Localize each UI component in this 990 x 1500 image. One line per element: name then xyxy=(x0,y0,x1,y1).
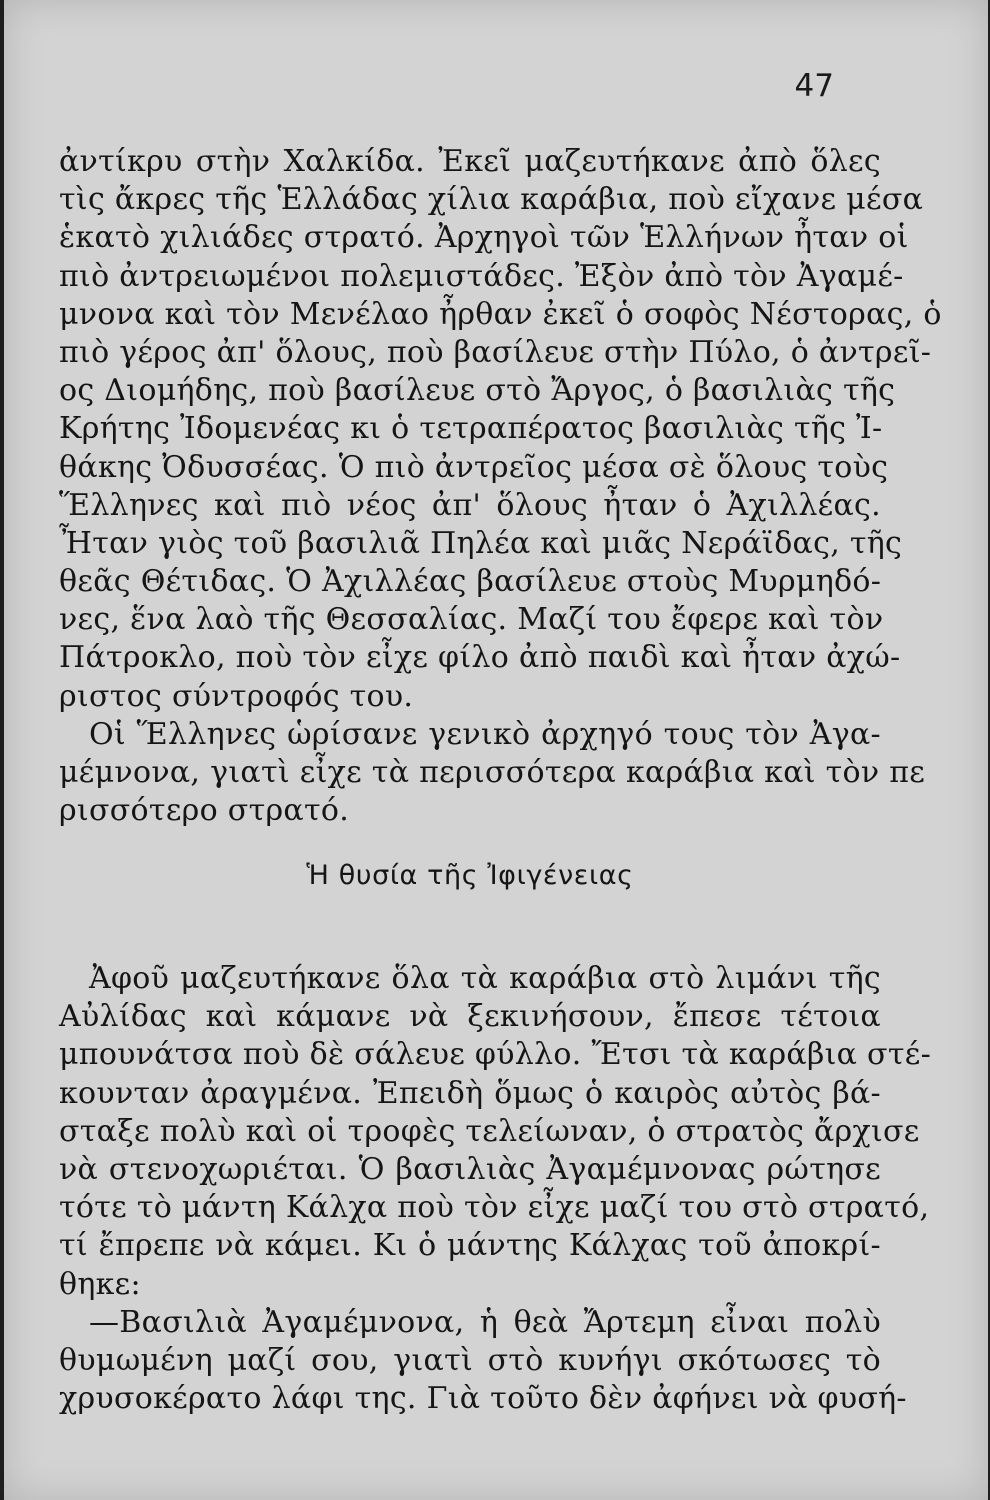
text-line: Πάτροκλο, ποὺ τὸν εἶχε φίλο ἀπὸ παιδὶ καὶ ἦταν ἀχώ- xyxy=(59,640,901,676)
text-line: σταξε πολὺ καὶ οἱ τροφὲς τελείωναν, ὁ στρατὸς ἄρχισε xyxy=(59,1113,920,1149)
text-line: Ἕλληνες καὶ πιὸ νέος ἀπ' ὅλους ἦταν ὁ Ἀχιλλέας. xyxy=(59,487,881,523)
text-line: Αὐλίδας καὶ κάμανε νὰ ξεκινήσουν, ἔπεσε τέτοια xyxy=(59,999,881,1035)
text-line: Κρήτης Ἰδομενέας κι ὁ τετραπέρατος βασιλιὰς τῆς Ἰ- xyxy=(59,411,883,447)
text-line: θεᾶς Θέτιδας. Ὁ Ἀχιλλέας βασίλευε στοὺς Μυρμηδό- xyxy=(59,564,882,600)
text-block-after-heading xyxy=(59,960,932,1418)
section-heading: Ἡ θυσία τῆς Ἰφιγένειας xyxy=(306,860,634,891)
text-line: θυμωμένη μαζί σου, γιατὶ στὸ κυνήγι σκότωσες τὸ xyxy=(59,1342,881,1378)
text-line: μνονα καὶ τὸν Μενέλαο ἦρθαν ἐκεῖ ὁ σοφὸς Νέστορας, ὁ xyxy=(59,296,942,332)
text-line: χρυσοκέρατο λάφι της. Γιὰ τοῦτο δὲν ἀφήνει νὰ φυσή- xyxy=(59,1381,907,1417)
text-line: θάκης Ὀδυσσέας. Ὁ πιὸ ἀντρεῖος μέσα σὲ ὅλους τοὺς xyxy=(59,449,889,485)
text-line: μέμνονα, γιατὶ εἶχε τὰ περισσότερα καράβια καὶ τὸν πε xyxy=(59,755,926,790)
text-line: ἀντίκρυ στὴν Χαλκίδα. Ἐκεῖ μαζευτήκανε ἀπὸ ὅλες xyxy=(59,144,881,179)
text-line: πιὸ ἀντρειωμένοι πολεμιστάδες. Ἐξὸν ἀπὸ τὸν Ἀγαμέ- xyxy=(59,258,904,294)
text-line: —Βασιλιὰ Ἀγαμέμνονα, ἡ θεὰ Ἄρτεμη εἶναι πολὺ xyxy=(89,1304,881,1340)
text-line: ριστος σύντροφός του. xyxy=(59,678,414,714)
page-number: 47 xyxy=(794,68,834,104)
text-line: ἑκατὸ χιλιάδες στρατό. Ἀρχηγοὶ τῶν Ἑλλήνων ἦταν οἱ xyxy=(59,220,909,256)
text-line: Ἦταν γιὸς τοῦ βασιλιᾶ Πηλέα καὶ μιᾶς Νεράϊδας, τῆς xyxy=(59,525,903,561)
text-line: Ἀφοῦ μαζευτήκανε ὅλα τὰ καράβια στὸ λιμάνι τῆς xyxy=(89,961,881,996)
text-line: πιὸ γέρος ἀπ' ὅλους, ποὺ βασίλευε στὴν Πύλο, ὁ ἀντρεῖ- xyxy=(59,334,932,370)
text-line: κουνταν ἀραγμένα. Ἐπειδὴ ὅμως ὁ καιρὸς αὐτὸς βά- xyxy=(59,1075,881,1111)
book-page xyxy=(4,0,988,1500)
text-line: ρισσότερο στρατό. xyxy=(59,793,350,829)
text-line: τότε τὸ μάντη Κάλχα ποὺ τὸν εἶχε μαζί του στὸ στρατό, xyxy=(59,1190,930,1226)
text-line: τὶς ἄκρες τῆς Ἑλλάδας χίλια καράβια, ποὺ εἴχανε μέσα xyxy=(59,182,924,218)
text-line: ος Διομήδης, ποὺ βασίλευε στὸ Ἄργος, ὁ βασιλιὰς τῆς xyxy=(59,373,896,409)
text-block-before-heading xyxy=(59,143,942,830)
text-line: νες, ἕνα λαὸ τῆς Θεσσαλίας. Μαζί του ἔφερε καὶ τὸν xyxy=(59,602,884,638)
text-line: Οἱ Ἕλληνες ὡρίσανε γενικὸ ἀρχηγό τους τὸν Ἀγα- xyxy=(89,716,881,752)
text-line: τί ἔπρεπε νὰ κάμει. Κι ὁ μάντης Κάλχας τοῦ ἀποκρί- xyxy=(59,1228,881,1264)
text-line: θηκε: xyxy=(59,1266,141,1302)
text-line: μπουνάτσα ποὺ δὲ σάλευε φύλλο. Ἔτσι τὰ καράβια στέ- xyxy=(59,1037,932,1073)
text-line: νὰ στενοχωριέται. Ὁ βασιλιὰς Ἀγαμέμνονας ρώτησε xyxy=(59,1151,881,1187)
